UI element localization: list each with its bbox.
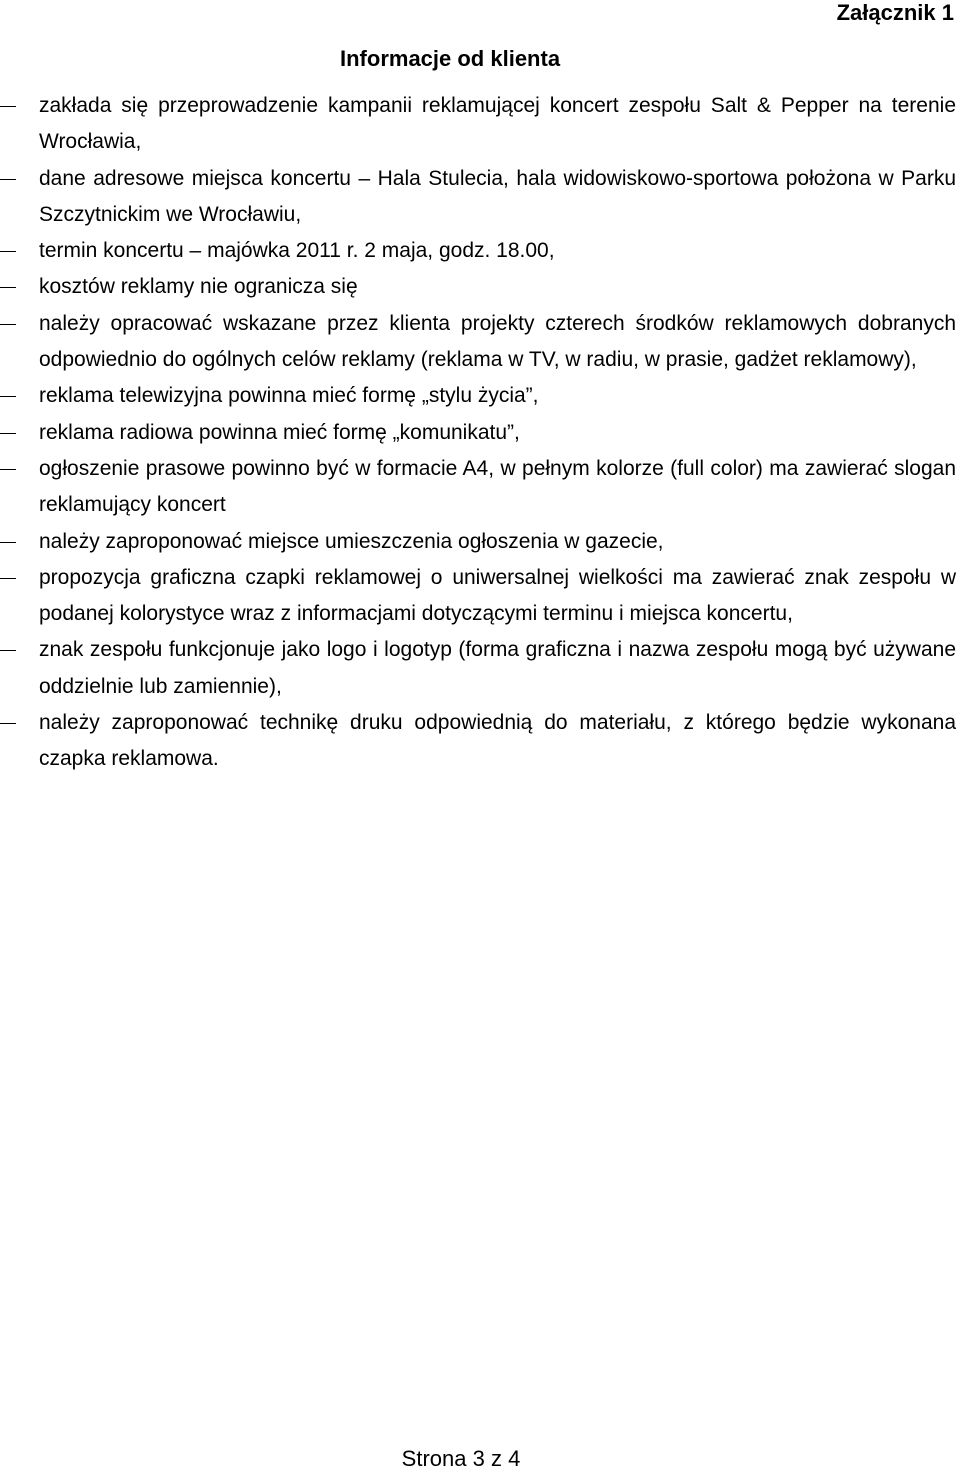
list-item <box>0 269 956 305</box>
list-item-text: reklama telewizyjna powinna mieć formę „stylu życia”, <box>39 384 539 408</box>
list-item-text: propozycja graficzna czapki reklamowej o uniwersalnej wielkości ma zawierać znak zespołu w podanej kolorystyce wraz z informacjami dotyczącymi terminu i miejsca koncertu, <box>39 565 956 626</box>
list-item-text: kosztów reklamy nie ogranicza się <box>39 275 358 299</box>
dash-bullet-icon <box>0 88 20 124</box>
list-item-text: należy zaproponować technikę druku odpowiednią do materiału, z którego będzie wykonana czapka reklamowa. <box>39 711 956 771</box>
list-item-text: dane adresowe miejsca koncertu – Hala Stulecia, hala widowiskowo-sportowa położona w Parku Szczytnickim we Wrocławiu, <box>39 166 956 226</box>
dash-bullet-icon <box>0 415 20 451</box>
list-item-text: termin koncertu – majówka 2011 r. 2 maja, godz. 18.00, <box>39 239 555 263</box>
list-item-text: reklama radiowa powinna mieć formę „komunikatu”, <box>39 420 520 444</box>
list-item <box>0 705 956 778</box>
dash-bullet-icon <box>0 705 20 741</box>
page-heading: Informacje od klienta <box>340 46 561 71</box>
list-item-text: znak zespołu funkcjonuje jako logo i logotyp (forma graficzna i nazwa zespołu mogą być używane oddzielnie lub zamiennie), <box>39 638 956 698</box>
annex-label: Załącznik 1 <box>836 0 954 25</box>
list-item-text: ogłoszenie prasowe powinno być w formacie A4, w pełnym kolorze (full color) ma zawierać slogan reklamujący koncert <box>39 456 956 517</box>
dash-bullet-icon <box>0 560 20 596</box>
list-item <box>0 88 956 161</box>
dash-bullet-icon <box>0 269 20 305</box>
list-item <box>0 306 956 379</box>
requirements-list <box>0 88 956 778</box>
page-number-footer: Strona 3 z 4 <box>401 1446 521 1471</box>
list-item-text: należy zaproponować miejsce umieszczenia ogłoszenia w gazecie, <box>39 529 664 553</box>
list-item <box>0 524 956 560</box>
dash-bullet-icon <box>0 233 20 269</box>
list-item <box>0 161 956 234</box>
dash-bullet-icon <box>0 632 20 668</box>
dash-bullet-icon <box>0 378 20 414</box>
dash-bullet-icon <box>0 451 20 487</box>
list-item <box>0 378 956 414</box>
list-item <box>0 451 956 524</box>
list-item <box>0 560 956 633</box>
list-item-text: zakłada się przeprowadzenie kampanii reklamującej koncert zespołu Salt & Pepper na terenie Wrocławia, <box>39 94 956 154</box>
list-item <box>0 233 956 269</box>
list-item-text: należy opracować wskazane przez klienta projekty czterech środków reklamowych dobranych odpowiednio do ogólnych celów reklamy (reklama w TV, w radiu, w prasie, gadżet reklamowy), <box>39 311 956 372</box>
dash-bullet-icon <box>0 524 20 560</box>
dash-bullet-icon <box>0 161 20 197</box>
dash-bullet-icon <box>0 306 20 342</box>
list-item <box>0 632 956 705</box>
list-item <box>0 415 956 451</box>
